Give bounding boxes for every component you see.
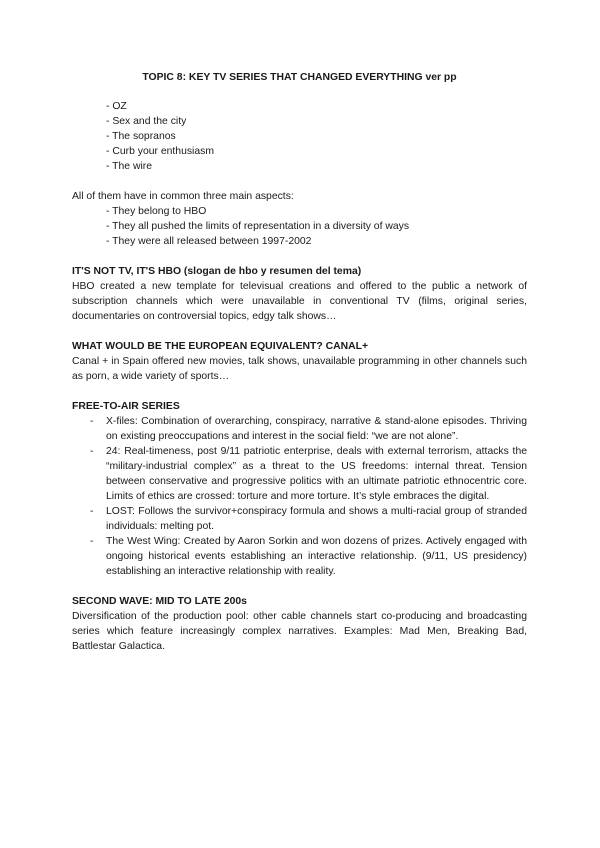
spacer [72,324,527,339]
common-intro: All of them have in common three main aspects: [72,191,294,202]
list-item: - They were all released between 1997-2002 [106,236,312,247]
section-text-hbo: HBO created a new template for televisual creations and offered to the public a network of subscription channels which were unavailable in conventional TV (films, original series, documentaries on controversial topics, edgy talk shows… [72,281,527,322]
list-item: - 24: Real-timeness, post 9/11 patriotic enterprise, deals with external terrorism, attacks the “military-industrial complex” as a threat to the US freedoms: internal threat. Tension between conservative and progressive politics with an ultimate patriotic ethnocentric core. Limits of ethics are crossed: torture and more torture. It’s style embraces the digital. [90,446,527,502]
list-item: - Sex and the city [106,116,187,127]
section-text-second-wave: Diversification of the production pool: other cable channels start co-producing and broadcasting series which feature increasingly complex narratives. Examples: Mad Men, Breaking Bad, Battlestar Galactica. [72,611,527,652]
list-item: - Curb your enthusiasm [106,146,214,157]
section-heading-hbo: IT'S NOT TV, IT'S HBO (slogan de hbo y resumen del tema) [72,266,362,277]
spacer [72,384,527,399]
series-list [72,99,527,174]
section-text-canal: Canal + in Spain offered new movies, talk shows, unavailable programming in other channels such as porn, a wide variety of sports… [72,356,527,382]
document-title: TOPIC 8: KEY TV SERIES THAT CHANGED EVERYTHING ver pp [142,72,457,83]
list-item: - The wire [106,161,153,172]
list-item: - X-files: Combination of overarching, conspiracy, narrative & stand-alone episodes. Thriving on existing preoccupations and interest in the social field: “we are not alone”. [90,416,527,442]
list-item-text: LOST: Follows the survivor+conspiracy formula and shows a multi-racial group of stranded individuals: melting pot. [106,506,527,532]
list-item: - The sopranos [106,131,176,142]
section-heading-canal: WHAT WOULD BE THE EUROPEAN EQUIVALENT? CANAL+ [72,341,369,352]
free-to-air-list [72,414,527,579]
list-item: - OZ [106,101,127,112]
list-item: - The West Wing: Created by Aaron Sorkin and won dozens of prizes. Actively engaged with ongoing historical events establishing an interactive relationship. (9/11, US presidency) establishing an interactive relationship with reality. [90,536,527,577]
list-item: - They all pushed the limits of representation in a diversity of ways [106,221,410,232]
list-item: - LOST: Follows the survivor+conspiracy formula and shows a multi-racial group of stranded individuals: melting pot. [90,506,527,532]
spacer [72,174,527,189]
spacer [72,249,527,264]
list-item: - They belong to HBO [106,206,207,217]
section-heading-free-to-air: FREE-TO-AIR SERIES [72,401,180,412]
list-item-text: The West Wing: Created by Aaron Sorkin and won dozens of prizes. Actively engaged with ongoing historical events establishing an interactive relationship. (9/11, US presidency) establishing an interactive relationship with reality. [106,536,527,577]
spacer [72,579,527,594]
list-item-text: X-files: Combination of overarching, conspiracy, narrative & stand-alone episodes. Thriving on existing preoccupations and interest in the social field: “we are not alone”. [106,416,527,442]
aspects-list [72,204,527,249]
section-heading-second-wave: SECOND WAVE: MID TO LATE 200s [72,596,247,607]
list-item-text: 24: Real-timeness, post 9/11 patriotic enterprise, deals with external terrorism, attacks the “military-industrial complex” as a threat to the US freedoms: internal threat. Tension between conservative and progressive politics with an ultimate patriotic ethnocentric core. Limits of ethics are crossed: torture and more torture. It’s style embraces the digital. [106,446,527,502]
